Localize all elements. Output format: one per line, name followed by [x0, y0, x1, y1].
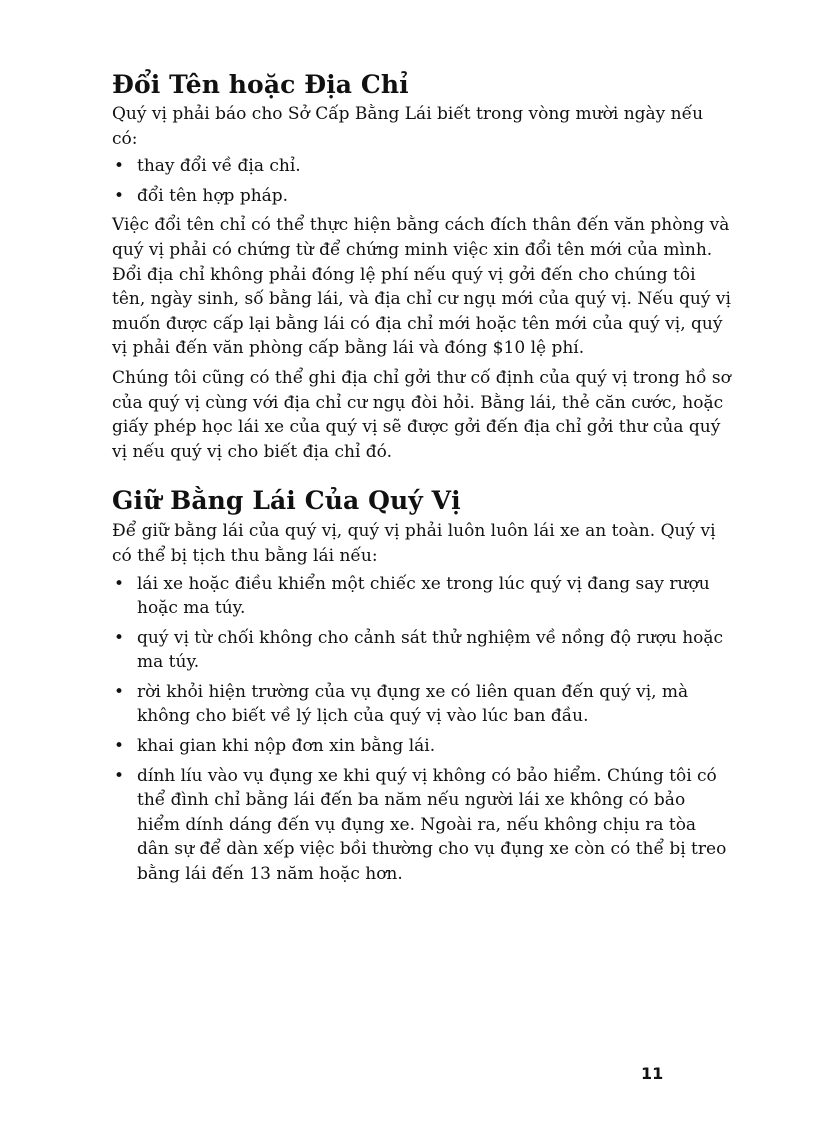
section1-intro: Quý vị phải báo cho Sở Cấp Bằng Lái biết trong vòng mười ngày nếu có:	[112, 104, 704, 149]
section-title-change-name-address: Đổi Tên hoặc Địa Chỉ	[112, 70, 409, 99]
page-number: 11	[641, 1064, 664, 1083]
section2-bullet-list	[112, 572, 732, 887]
list-item: • khai gian khi nộp đơn xin bằng lái.	[112, 734, 732, 759]
list-item: • dính líu vào vụ đụng xe khi quý vị không có bảo hiểm. Chúng tôi có thể đình chỉ bằng lái đến ba năm nếu người lái xe không có bảo hiểm dính dáng đến vụ đụng xe. Ngoài ra, nếu không chịu ra tòa dân sự để dàn xếp việc bồi thường cho vụ đụng xe còn có thể bị treo bằng lái đến 13 năm hoặc hơn.	[112, 764, 732, 887]
section1-paragraph: Việc đổi tên chỉ có thể thực hiện bằng cách đích thân đến văn phòng và quý vị phải có chứng từ để chứng minh việc xin đổi tên mới của mình. Đổi địa chỉ không phải đóng lệ phí nếu quý vị gởi đến cho chúng tôi tên, ngày sinh, số bằng lái, và địa chỉ cư ngụ mới của quý vị. Nếu quý vị muốn được cấp lại bằng lái có địa chỉ mới hoặc tên mới của quý vị, quý vị phải đến văn phòng cấp bằng lái và đóng $10 lệ phí.	[112, 215, 731, 359]
list-item: • thay đổi về địa chỉ.	[112, 154, 732, 179]
list-item: • lái xe hoặc điều khiển một chiếc xe trong lúc quý vị đang say rượu hoặc ma túy.	[112, 572, 732, 621]
list-item: • rời khỏi hiện trường của vụ đụng xe có liên quan đến quý vị, mà không cho biết về lý lịch của quý vị vào lúc ban đầu.	[112, 680, 732, 729]
section1-paragraph: Chúng tôi cũng có thể ghi địa chỉ gởi thư cố định của quý vị trong hồ sơ của quý vị cùng với địa chỉ cư ngụ đòi hỏi. Bằng lái, thẻ căn cước, hoặc giấy phép học lái xe của quý vị sẽ được gởi đến địa chỉ gởi thư của quý vị nếu quý vị cho biết địa chỉ đó.	[112, 367, 731, 462]
list-item: • đổi tên hợp pháp.	[112, 184, 732, 209]
section-title-keep-license: Giữ Bằng Lái Của Quý Vị	[112, 486, 461, 516]
list-item: • quý vị từ chối không cho cảnh sát thử nghiệm về nồng độ rượu hoặc ma túy.	[112, 626, 732, 675]
section2-intro: Để giữ bằng lái của quý vị, quý vị phải luôn luôn lái xe an toàn. Quý vị có thể bị tịch thu bằng lái nếu:	[112, 521, 716, 566]
document-page	[112, 70, 732, 892]
section1-bullet-list	[112, 154, 732, 208]
